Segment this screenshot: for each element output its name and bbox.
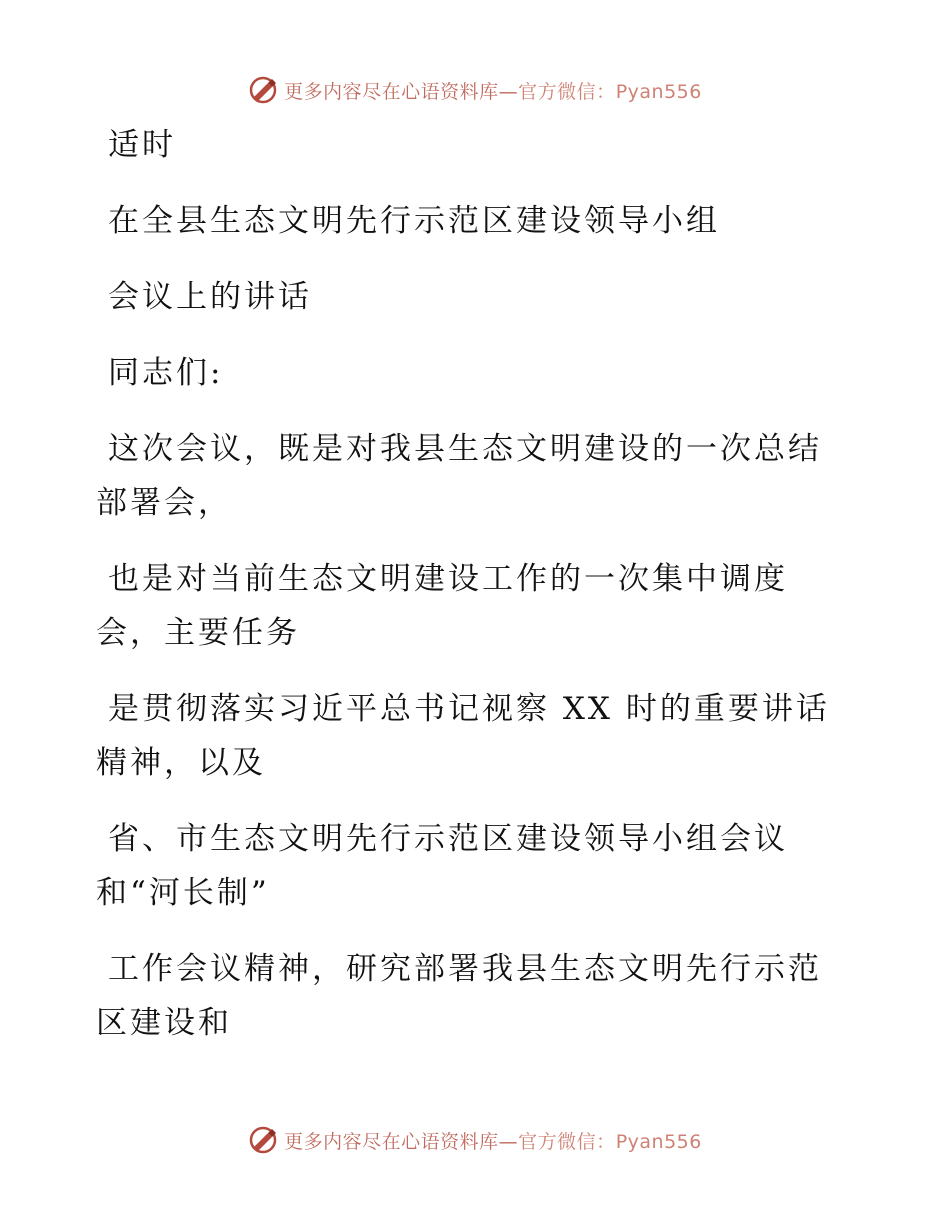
watermark-wechat-label: 官方微信： [518,1130,616,1153]
paragraph-line-continued: 部署会， [96,485,232,521]
paragraph-2 [96,194,836,248]
paragraph-line: 这次会议，既是对我县生态文明建设的一次总结 [108,431,822,467]
header-watermark [0,70,950,110]
paragraph-line: 工作会议精神，研究部署我县生态文明先行示范 [108,951,822,987]
paragraph-line: 会议上的讲话 [108,279,312,315]
paragraph-line-continued: 精神，以及 [96,745,266,781]
document-body [96,118,836,1072]
watermark-wechat-label: 官方微信： [518,80,616,103]
watermark-site-text: 更多内容尽在心语资料库— [284,1130,519,1153]
pen-logo-icon [248,75,278,105]
paragraph-line: 省、市生态文明先行示范区建设领导小组会议 [108,821,788,857]
paragraph-line-continued: 区建设和 [96,1005,232,1041]
paragraph-line: 也是对当前生态文明建设工作的一次集中调度 [108,561,788,597]
paragraph-7 [96,682,836,790]
paragraph-line: 是贯彻落实习近平总书记视察 XX 时的重要讲话 [108,691,830,727]
watermark-account: Pyan556 [615,80,702,103]
paragraph-line-continued: 会，主要任务 [96,615,300,651]
paragraph-5 [96,422,836,530]
paragraph-9 [96,942,836,1050]
paragraph-line-continued: 和“河长制” [96,875,270,911]
paragraph-8 [96,812,836,920]
paragraph-line: 适时 [108,127,176,163]
watermark-account: Pyan556 [615,1130,702,1153]
paragraph-1 [96,118,836,172]
watermark-site-text: 更多内容尽在心语资料库— [284,80,519,103]
paragraph-3 [96,270,836,324]
paragraph-6 [96,552,836,660]
paragraph-4 [96,346,836,400]
footer-watermark [0,1120,950,1160]
pen-logo-icon [248,1125,278,1155]
paragraph-line: 在全县生态文明先行示范区建设领导小组 [108,203,720,239]
paragraph-line: 同志们: [108,355,224,391]
